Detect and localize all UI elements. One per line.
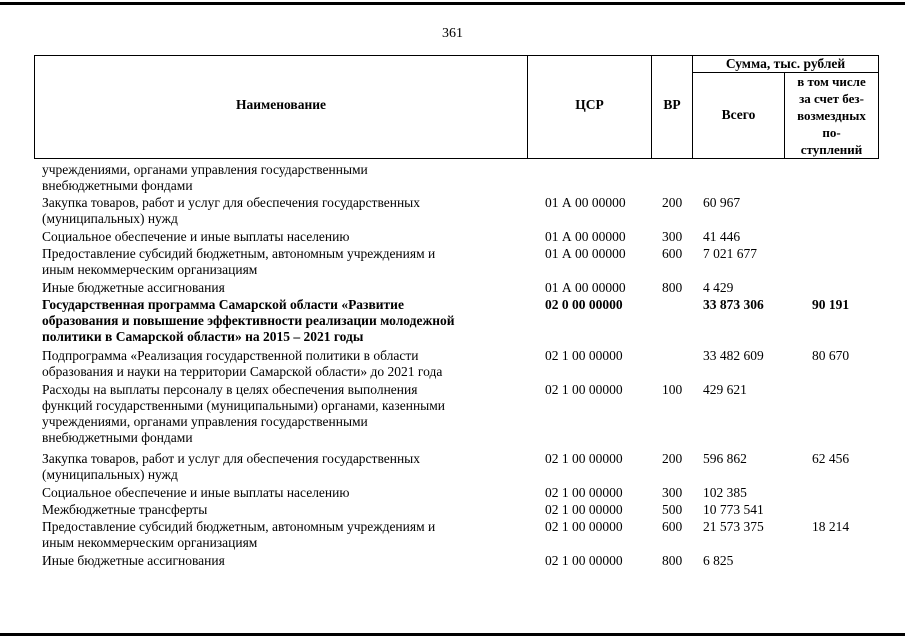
row-vr: 300 — [662, 485, 683, 500]
row-total: 6 825 — [703, 553, 734, 568]
row-free: 80 670 — [812, 348, 850, 363]
row-csr: 01 А 00 00000 — [545, 229, 626, 244]
header-bottom-border — [34, 158, 879, 159]
row-name: учреждениями, органами управления государственными внебюджетными фондами — [42, 162, 368, 193]
row-name: Иные бюджетные ассигнования — [42, 280, 225, 295]
row-name: Закупка товаров, работ и услуг для обеспечения государственных (муниципальных) нужд — [42, 451, 421, 482]
row-total: 21 573 375 — [703, 519, 764, 534]
row-vr: 200 — [662, 195, 683, 210]
row-name: Иные бюджетные ассигнования — [42, 553, 225, 568]
header-vr: ВР — [663, 97, 681, 112]
row-name: Межбюджетные трансферты — [42, 502, 208, 517]
row-name: Предоставление субсидий бюджетным, автономным учреждениям и иным некоммерческим организациям — [42, 246, 436, 277]
row-name: Подпрограмма «Реализация государственной политики в области образования и науки на территории Самарской области» до 2021 года — [42, 348, 443, 379]
row-csr: 02 1 00 00000 — [545, 451, 623, 466]
header-free — [784, 73, 879, 158]
row-csr: 02 0 00 00000 — [545, 297, 623, 312]
row-total: 429 621 — [703, 382, 747, 397]
row-total: 7 021 677 — [703, 246, 757, 261]
row-vr: 800 — [662, 280, 683, 295]
row-vr: 500 — [662, 502, 683, 517]
row-csr: 02 1 00 00000 — [545, 382, 623, 397]
header-free-line4: по- — [822, 125, 841, 140]
header-free-line1: в том числе — [797, 74, 866, 89]
header-sum-group: Сумма, тыс. рублей — [725, 56, 846, 71]
row-csr: 02 1 00 00000 — [545, 485, 623, 500]
header-total: Всего — [721, 107, 756, 122]
row-free: 62 456 — [812, 451, 850, 466]
header-free-line2: за счет без- — [799, 91, 864, 106]
row-name: Закупка товаров, работ и услуг для обеспечения государственных (муниципальных) нужд — [42, 195, 421, 226]
row-total: 33 482 609 — [703, 348, 764, 363]
row-name: Государственная программа Самарской области «Развитие образования и повышение эффективности реализации молодежной политики в Самарской области» на 2015 – 2021 годы — [42, 297, 455, 344]
row-free: 90 191 — [812, 297, 850, 312]
row-csr: 01 А 00 00000 — [545, 195, 626, 210]
row-total: 596 862 — [703, 451, 747, 466]
row-csr: 01 А 00 00000 — [545, 280, 626, 295]
row-name: Расходы на выплаты персоналу в целях обеспечения выполнения функций государственными (муниципальными) органами, казенными учреждениями, органами управления государственными внебюджетными фондами — [42, 382, 446, 445]
row-csr: 02 1 00 00000 — [545, 553, 623, 568]
row-total: 41 446 — [703, 229, 741, 244]
row-csr: 01 А 00 00000 — [545, 246, 626, 261]
header-name: Наименование — [236, 97, 326, 112]
row-vr: 800 — [662, 553, 683, 568]
row-vr: 100 — [662, 382, 683, 397]
bottom-rule — [0, 633, 905, 636]
header-csr: ЦСР — [575, 97, 604, 112]
row-vr: 200 — [662, 451, 683, 466]
row-name: Предоставление субсидий бюджетным, автономным учреждениям и иным некоммерческим организациям — [42, 519, 436, 550]
row-total: 60 967 — [703, 195, 741, 210]
row-total: 4 429 — [703, 280, 734, 295]
top-rule — [0, 2, 905, 5]
header-free-line5: ступлений — [800, 142, 863, 157]
row-name: Социальное обеспечение и иные выплаты населению — [42, 229, 350, 244]
row-total: 102 385 — [703, 485, 747, 500]
row-total: 10 773 541 — [703, 502, 764, 517]
row-vr: 600 — [662, 246, 683, 261]
row-csr: 02 1 00 00000 — [545, 502, 623, 517]
page-number: 361 — [442, 26, 463, 41]
header-free-line3: возмездных — [797, 108, 866, 123]
row-csr: 02 1 00 00000 — [545, 348, 623, 363]
row-total: 33 873 306 — [703, 297, 764, 312]
row-name: Социальное обеспечение и иные выплаты населению — [42, 485, 350, 500]
row-vr: 600 — [662, 519, 683, 534]
row-free: 18 214 — [812, 519, 850, 534]
row-vr: 300 — [662, 229, 683, 244]
row-csr: 02 1 00 00000 — [545, 519, 623, 534]
